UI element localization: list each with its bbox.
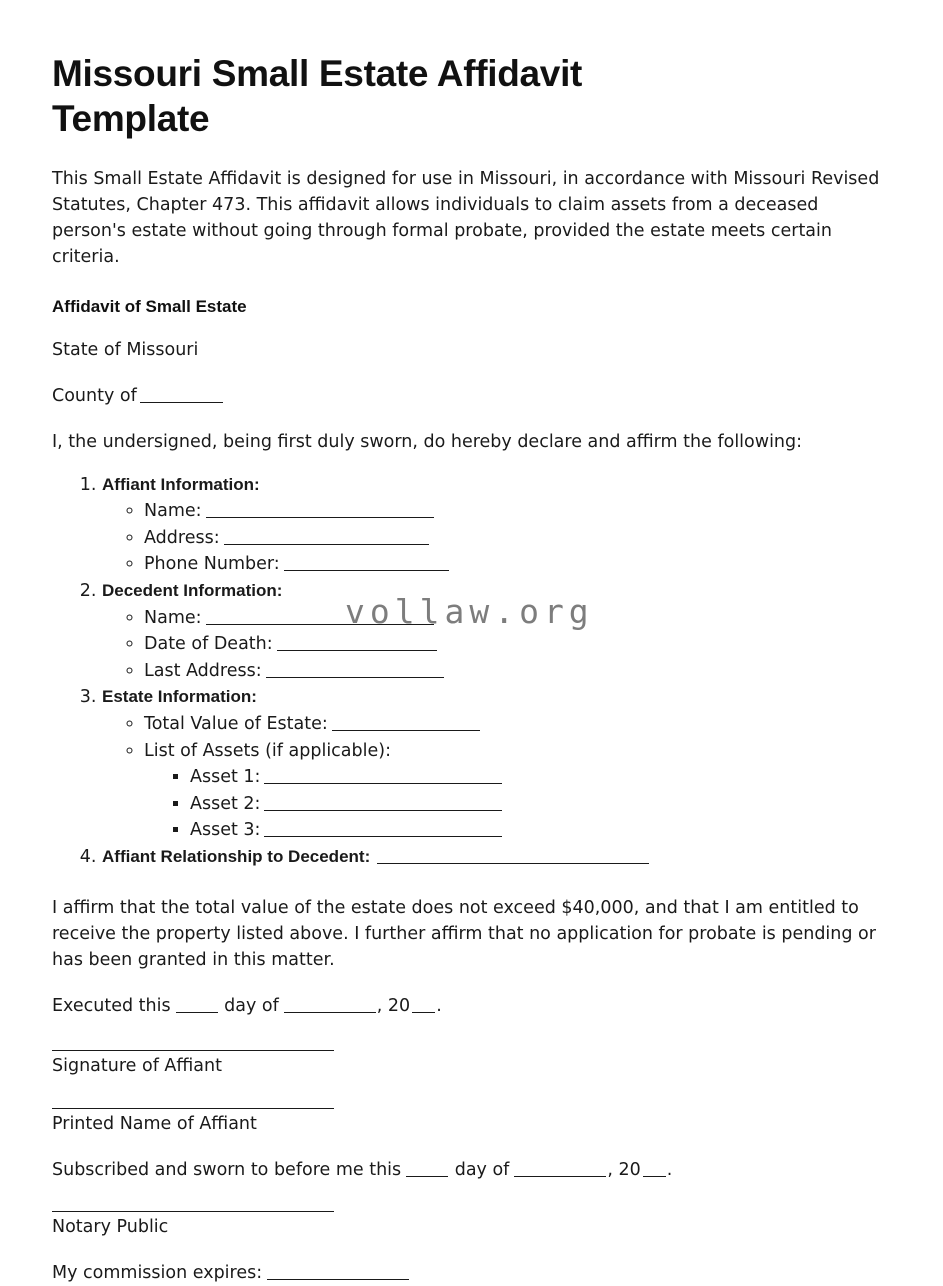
affiant-name-label: Name:: [144, 501, 202, 522]
page-title: Missouri Small Estate Affidavit Template: [52, 53, 583, 139]
decedent-name-blank[interactable]: [206, 607, 434, 625]
asset-1-blank[interactable]: [264, 767, 502, 785]
affirmation-paragraph: I affirm that the total value of the estate does not exceed $40,000, and that I am entitled to receive the property listed above. I further affirm that no application for probate is pending or has been granted in this matter.: [52, 897, 876, 971]
decedent-last-address-blank[interactable]: [266, 660, 444, 678]
affiant-name-blank[interactable]: [206, 501, 434, 519]
county-label: County of: [52, 385, 137, 406]
notary-signature-rule[interactable]: [52, 1211, 334, 1212]
state-line: State of Missouri: [52, 339, 199, 360]
list-item-decedent-date-of-death: [144, 631, 891, 658]
notary-month-blank[interactable]: [514, 1159, 606, 1177]
executed-day-blank[interactable]: [176, 996, 218, 1014]
estate-fields: [102, 711, 891, 844]
signature-block-affiant: [52, 1050, 891, 1079]
commission-expires-label: My commission expires:: [52, 1262, 263, 1283]
assets-label: List of Assets (if applicable):: [144, 740, 391, 761]
signature-block-notary: [52, 1211, 891, 1240]
notary-year-prefix: , 20: [607, 1159, 641, 1180]
declaration-line: I, the undersigned, being first duly sworn, do hereby declare and affirm the following:: [52, 432, 803, 453]
notary-period: .: [666, 1159, 673, 1180]
list-item-affiant-relationship: [102, 844, 891, 871]
affiant-fields: [102, 498, 891, 578]
assets-list: [144, 764, 891, 844]
notary-public-label: Notary Public: [52, 1217, 169, 1238]
affiant-information-heading: Affiant Information:: [102, 474, 260, 494]
list-item-decedent-information: [102, 578, 891, 684]
affiant-address-label: Address:: [144, 527, 220, 548]
asset-2-label: Asset 2:: [190, 793, 261, 814]
list-item-decedent-last-address: [144, 658, 891, 685]
executed-prefix: Executed this: [52, 996, 171, 1017]
decedent-last-address-label: Last Address:: [144, 660, 262, 681]
section-heading-affidavit: Affidavit of Small Estate: [52, 296, 247, 316]
execution-line: [52, 994, 891, 1019]
commission-expires-line: [52, 1261, 891, 1286]
county-line: [52, 384, 891, 409]
list-item-decedent-name: [144, 605, 891, 632]
list-item-asset-2: [190, 791, 891, 818]
commission-expires-blank[interactable]: [267, 1262, 409, 1280]
affiant-signature-rule[interactable]: [52, 1050, 334, 1051]
affiant-address-blank[interactable]: [224, 527, 429, 545]
list-item-affiant-phone: [144, 551, 891, 578]
executed-day-suffix: day of: [224, 996, 279, 1017]
affiant-printed-label: Printed Name of Affiant: [52, 1114, 257, 1135]
notary-year-blank[interactable]: [643, 1159, 666, 1177]
executed-period: .: [436, 996, 442, 1017]
watermark-vollaw: vollaw.org: [345, 592, 594, 631]
list-item-total-value: [144, 711, 891, 738]
list-item-asset-1: [190, 764, 891, 791]
signature-block-printed-name: [52, 1108, 891, 1137]
decedent-fields: [102, 605, 891, 685]
list-item-asset-3: [190, 817, 891, 844]
list-item-assets: [144, 738, 891, 844]
county-blank[interactable]: [140, 385, 223, 403]
asset-1-label: Asset 1:: [190, 767, 261, 788]
notary-sworn-line: [52, 1158, 891, 1183]
decedent-dod-blank[interactable]: [277, 634, 437, 652]
notary-day-suffix: day of: [454, 1159, 510, 1180]
decedent-name-label: Name:: [144, 607, 202, 628]
intro-paragraph: This Small Estate Affidavit is designed for use in Missouri, in accordance with Missouri Revised Statutes, Chapter 473. This affidavit allows individuals to claim assets from a deceased person's estate without going through formal probate, provided the estate meets certain criteria.: [52, 168, 880, 268]
list-item-affiant-name: [144, 498, 891, 525]
affiant-signature-label: Signature of Affiant: [52, 1055, 222, 1076]
affiant-phone-blank[interactable]: [284, 554, 449, 572]
decedent-dod-label: Date of Death:: [144, 634, 273, 655]
notary-sworn-prefix: Subscribed and sworn to before me this: [52, 1159, 402, 1180]
asset-2-blank[interactable]: [264, 793, 502, 811]
asset-3-label: Asset 3:: [190, 820, 261, 841]
affiant-relationship-heading: Affiant Relationship to Decedent:: [102, 846, 371, 866]
affiant-printed-rule[interactable]: [52, 1108, 334, 1109]
asset-3-blank[interactable]: [264, 820, 502, 838]
executed-year-blank[interactable]: [412, 996, 435, 1014]
total-value-label: Total Value of Estate:: [144, 714, 328, 734]
decedent-information-heading: Decedent Information:: [102, 581, 283, 601]
affiant-relationship-blank[interactable]: [377, 846, 649, 864]
total-value-blank[interactable]: [332, 713, 480, 731]
list-item-affiant-address: [144, 525, 891, 552]
estate-information-heading: Estate Information:: [102, 687, 257, 707]
list-item-estate-information: [102, 684, 891, 844]
executed-month-blank[interactable]: [284, 996, 376, 1014]
affidavit-outline: [52, 472, 891, 871]
list-item-affiant-information: [102, 472, 891, 578]
executed-year-prefix: , 20: [376, 996, 411, 1017]
affiant-phone-label: Phone Number:: [144, 554, 280, 575]
notary-day-blank[interactable]: [406, 1159, 448, 1177]
